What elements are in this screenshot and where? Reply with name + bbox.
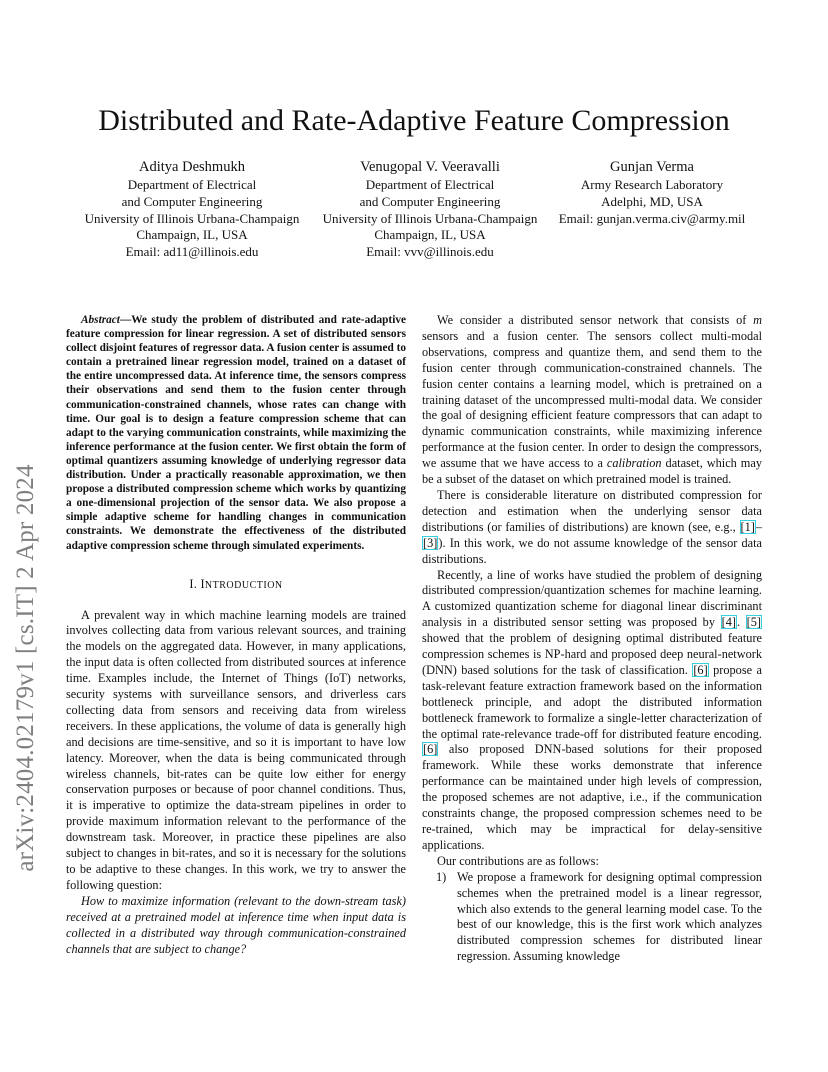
arxiv-identifier: arXiv:2404.02179v1 [cs.IT] 2 Apr 2024 bbox=[12, 464, 39, 872]
left-column bbox=[66, 313, 406, 957]
author-affiliation-line: Department of Electrical bbox=[127, 177, 257, 192]
author-affiliation-line: and Computer Engineering bbox=[359, 193, 501, 209]
author-affiliation-line: University of Illinois Urbana-Champaign bbox=[84, 210, 300, 226]
author-affiliation-line: Champaign, IL, USA bbox=[136, 227, 248, 243]
intro-paragraph: We consider a distributed sensor network that consists of m sensors and a fusion center. The sensors collect multi-modal observations, compress and quantize them, and send them to the fusion center through communication-constrained channels. The fusion center contains a learning model, which is pretrained on a training dataset of the uncompressed multi-modal data. We consider the goal of designing efficient feature compressors that can adapt to dynamic communication constraints, while maximizing inference performance at the fusion center. In order to design the compressors, we assume that we have access to a calibration dataset, which may be a subset of the dataset on which pretrained model is trained. bbox=[422, 313, 762, 487]
abstract-label: Abstract bbox=[81, 314, 120, 326]
list-item bbox=[422, 870, 762, 965]
author-affiliation-line: Adelphi, MD, USA bbox=[601, 193, 703, 209]
contributions-list bbox=[422, 870, 762, 965]
section-heading-introduction: I. INTRODUCTION bbox=[189, 576, 283, 591]
citation-link[interactable]: [6] bbox=[693, 662, 708, 677]
intro-paragraph: Recently, a line of works have studied the problem of designing distributed compression/quantization schemes for machine learning. A customized quantization scheme for diagonal linear discriminant analysis in a distributed sensor setting was proposed by [4]. [5] showed that the problem of designing optimal distributed feature compression schemes is NP-hard and proposed deep neural-network (DNN) based solutions for the task of classification. [6] propose a task-relevant feature extraction framework based on the information bottleneck principle, and adopt the distributed information bottleneck framework to formalize a single-letter characterization of the optimal rate-relevance trade-off for distributed feature encoding. [6] also proposed DNN-based solutions for their proposed framework. While these works demonstrate that inference performance can be maintained under high levels of compression, the proposed schemes are not adaptive, i.e., if the communication constraints change, the proposed compression schemes need to be re-trained, which may be impractical for delay-sensitive applications. bbox=[422, 567, 762, 852]
author-email: Email: ad11@illinois.edu bbox=[125, 244, 259, 260]
paper-title: Distributed and Rate-Adaptive Feature Compression bbox=[98, 104, 730, 137]
right-column bbox=[422, 313, 762, 965]
citation-link[interactable]: [6] bbox=[423, 742, 438, 757]
citation-link[interactable]: [5] bbox=[746, 615, 761, 630]
citation-link[interactable]: [3] bbox=[423, 535, 438, 550]
author-name: Aditya Deshmukh bbox=[139, 159, 245, 175]
author-name: Gunjan Verma bbox=[610, 159, 694, 175]
author-name: Venugopal V. Veeravalli bbox=[360, 159, 500, 175]
list-item-text: We propose a framework for designing optimal compression schemes when the pretrained model is a linear regressor, which also extends to the general learning model case. To the best of our knowledge, this is the first work which analyzes distributed compression schemes for distributed linear regression. Assuming knowledge bbox=[457, 869, 762, 964]
author-block-2 bbox=[316, 158, 544, 261]
author-email: Email: vvv@illinois.edu bbox=[366, 244, 494, 260]
citation-link[interactable]: [1] bbox=[740, 519, 755, 534]
author-affiliation-line: and Computer Engineering bbox=[121, 193, 263, 209]
author-affiliation-line: Champaign, IL, USA bbox=[374, 227, 486, 243]
author-affiliation-line: Army Research Laboratory bbox=[580, 177, 724, 192]
author-block-1 bbox=[78, 158, 306, 261]
contributions-intro: Our contributions are as follows: bbox=[437, 853, 599, 868]
intro-paragraph: There is considerable literature on distributed compression for detection and estimation when the underlying sensor data distributions (or families of distributions) are known (see, e.g., [1]–[3]). In this work, we do not assume knowledge of the sensor data distributions. bbox=[422, 487, 762, 566]
author-block-3 bbox=[552, 158, 752, 227]
intro-paragraph: A prevalent way in which machine learning models are trained involves collecting data from various relevant sources, and training the models on the aggregated data. However, in many applications, the input data is often collected from distributed sources at inference time. Examples include, the Internet of Things (IoT) networks, security systems with surveillance sensors, and driverless cars collecting data from sensors and receiving data from wireless receivers. In these applications, the volume of data is generally high and decisions are time-sensitive, and so it is important to have low latency. Moreover, when the data is being communicated through wireless channels, bit-rates can be quite low either for energy conservation purposes or because of poor channel conditions. Thus, it is imperative to optimize the data-stream pipelines in order to provide maximum information relevant to the performance of the downstream task. Moreover, in practice these pipelines are also subject to changes in bit-rates, and so it is necessary for the solutions to be adaptive to these changes. In this work, we try to answer the following question: bbox=[66, 607, 406, 892]
abstract bbox=[66, 313, 406, 553]
list-item-number: 1) bbox=[436, 869, 447, 884]
author-affiliation-line: University of Illinois Urbana-Champaign bbox=[322, 210, 538, 226]
research-question: How to maximize information (relevant to the down-stream task) received at a pretrained model at inference time when input data is collected in a distributed way through communication-constrained channels that are subject to change? bbox=[66, 893, 406, 956]
abstract-text: —We study the problem of distributed and rate-adaptive feature compression for linear regression. A set of distributed sensors collect disjoint features of regressor data. A fusion center is assumed to contain a pretrained linear regression model, trained on a dataset of the entire uncompressed data. At inference time, the sensors compress their observations and send them to the fusion center through communication-constrained channels, whose rates can change with time. Our goal is to design a feature compression scheme that can adapt to the varying communication constraints, while maximizing the inference performance at the fusion center. We first obtain the form of optimal quantizers assuming knowledge of underlying regressor data distribution. Under a practically reasonable approximation, we then propose a distributed compression scheme which works by quantizing a one-dimensional projection of the sensor data. We also propose a simple adaptive scheme for handling changes in communication constraints. We demonstrate the effectiveness of the distributed adaptive compression scheme through simulated experiments. bbox=[66, 314, 406, 552]
author-email: Email: gunjan.verma.civ@army.mil bbox=[558, 210, 746, 226]
citation-link[interactable]: [4] bbox=[721, 615, 736, 630]
author-affiliation-line: Department of Electrical bbox=[365, 177, 495, 192]
